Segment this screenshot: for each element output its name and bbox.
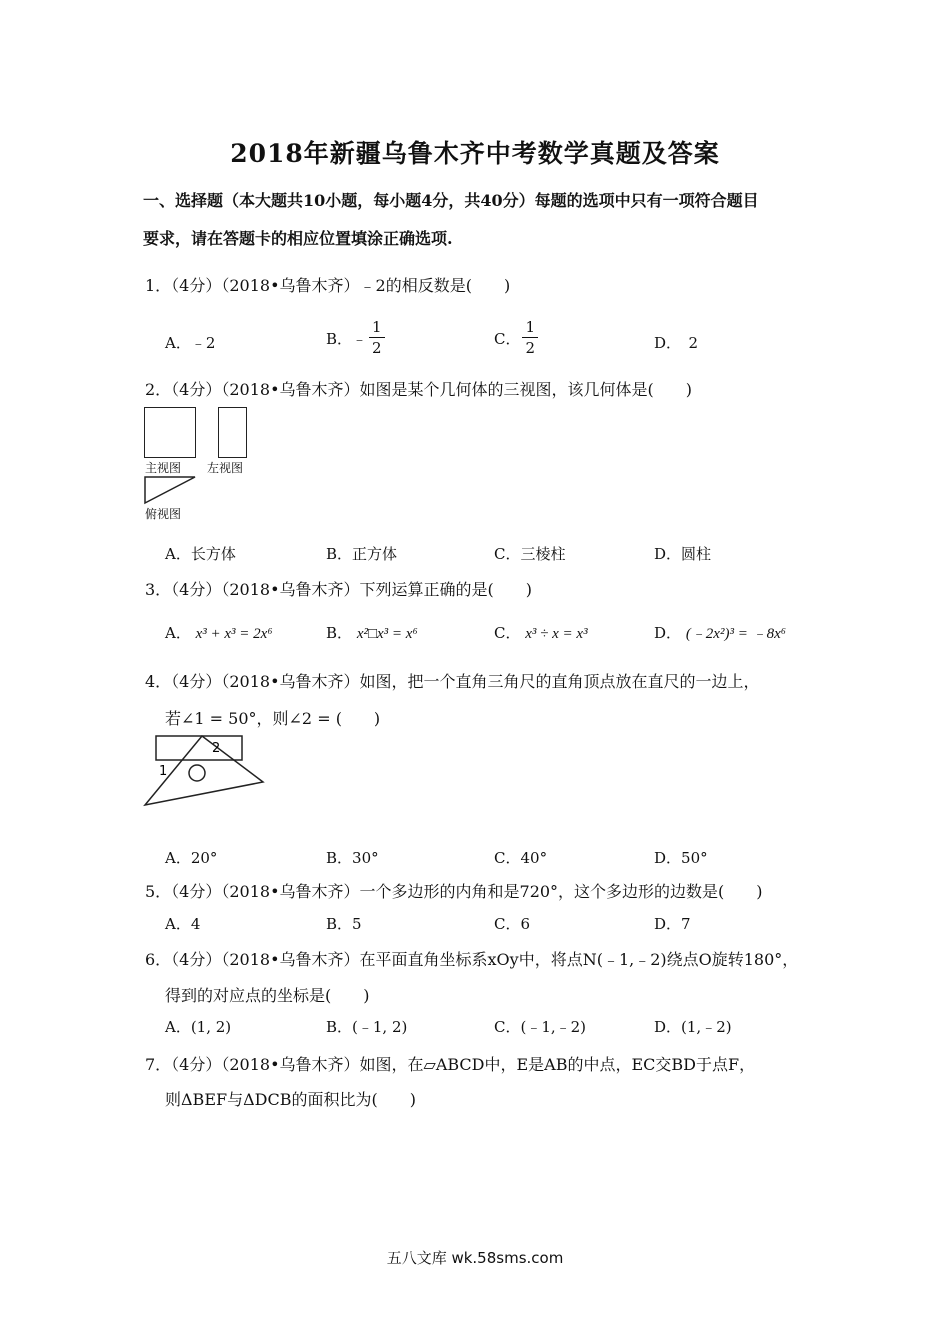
question-1-option-b [326,320,385,356]
question-2-stem: 2．（4分）（2018•乌鲁木齐）如图是某个几何体的三视图，该几何体是( ) [145,380,693,399]
option-d-expression: (﹣2x²)³ = ﹣8x⁶ [685,626,786,642]
question-6-stem-line2: 得到的对应点的坐标是( ) [165,986,370,1005]
question-7-stem: 7．（4分）（2018•乌鲁木齐）如图，在▱ABCD中，E是AB的中点，EC交BD于点F， [145,1055,756,1074]
question-2-option-d: D．圆柱 [654,545,712,563]
angle-2-label: 2 [212,741,221,756]
question-4-option-a: A．20° [165,849,218,867]
question-3-stem: 3．（4分）（2018•乌鲁木齐）下列运算正确的是( ) [145,580,533,599]
option-c-letter: C． [494,624,521,642]
option-c-prefix: C． [494,329,521,348]
question-4-stem: 4．（4分）（2018•乌鲁木齐）如图，把一个直角三角尺的直角顶点放在直尺的一边上， [145,672,760,691]
question-6-option-b: B．(﹣1, 2) [326,1018,408,1036]
option-b-prefix: B．﹣ [326,329,368,348]
question-7-stem-line2: 则ΔBEF与ΔDCB的面积比为( ) [165,1090,416,1109]
option-d-letter: D． [654,624,682,642]
question-2-option-b: B．正方体 [326,545,398,563]
option-c-expression: x³ ÷ x = x³ [525,626,588,642]
section-heading-line2: 要求，请在答题卡的相应位置填涂正确选项. [143,229,453,248]
question-1-option-d: D． 2 [654,334,699,352]
question-6-stem: 6．（4分）（2018•乌鲁木齐）在平面直角坐标系xOy中，将点N(﹣1,﹣2)绕点O旋转180°， [145,950,799,969]
question-5-option-a: A．4 [165,915,201,933]
question-6-option-d: D．(1,﹣2) [654,1018,732,1036]
question-1-stem: 1．（4分）（2018•乌鲁木齐）﹣2的相反数是( ) [145,276,511,295]
top-view-triangle [142,474,198,506]
question-1-option-c [494,320,538,356]
option-b-letter: B． [326,624,353,642]
question-6-option-c: C．(﹣1,﹣2) [494,1018,587,1036]
page-footer: 五八文库 wk.58sms.com [386,1249,564,1267]
left-view-label: 左视图 [207,461,244,475]
question-6-option-a: A．(1, 2) [165,1018,232,1036]
question-5-option-c: C．6 [494,915,531,933]
fraction-numerator: 1 [522,320,538,338]
fraction-numerator: 1 [369,320,385,338]
ruler-triangle-figure [140,732,270,810]
question-4-option-c: C．40° [494,849,548,867]
question-3-option-d [654,622,786,643]
question-3-option-b [326,622,418,643]
question-1-option-a: A．﹣2 [165,334,216,352]
question-5-option-b: B．5 [326,915,362,933]
question-2-option-a: A．长方体 [165,545,236,563]
question-4-option-b: B．30° [326,849,379,867]
question-3-option-a [165,622,273,643]
fraction [522,320,538,356]
page-title: 2018年新疆乌鲁木齐中考数学真题及答案 [230,139,720,168]
option-a-expression: x³ + x³ = 2x⁶ [195,626,273,642]
angle-1-label: 1 [159,764,168,779]
fraction-denominator: 2 [525,339,536,357]
front-view-label: 主视图 [145,461,182,475]
fraction [369,320,385,356]
front-view-square [144,407,196,458]
left-view-rectangle [218,407,247,458]
top-view-label: 俯视图 [145,507,182,521]
option-a-letter: A． [165,624,191,642]
question-3-option-c [494,622,588,643]
question-5-option-d: D．7 [654,915,691,933]
section-heading-line1: 一、选择题（本大题共10小题，每小题4分，共40分）每题的选项中只有一项符合题目 [143,191,759,210]
question-4-stem-line2: 若∠1 = 50°，则∠2 = ( ) [165,709,381,728]
set-square-hole [189,765,205,781]
question-2-option-c: C．三棱柱 [494,545,566,563]
option-b-expression: x²□x³ = x⁶ [356,626,418,642]
fraction-denominator: 2 [372,339,382,357]
question-4-option-d: D．50° [654,849,708,867]
question-5-stem: 5．（4分）（2018•乌鲁木齐）一个多边形的内角和是720°，这个多边形的边数是( ) [145,882,763,901]
